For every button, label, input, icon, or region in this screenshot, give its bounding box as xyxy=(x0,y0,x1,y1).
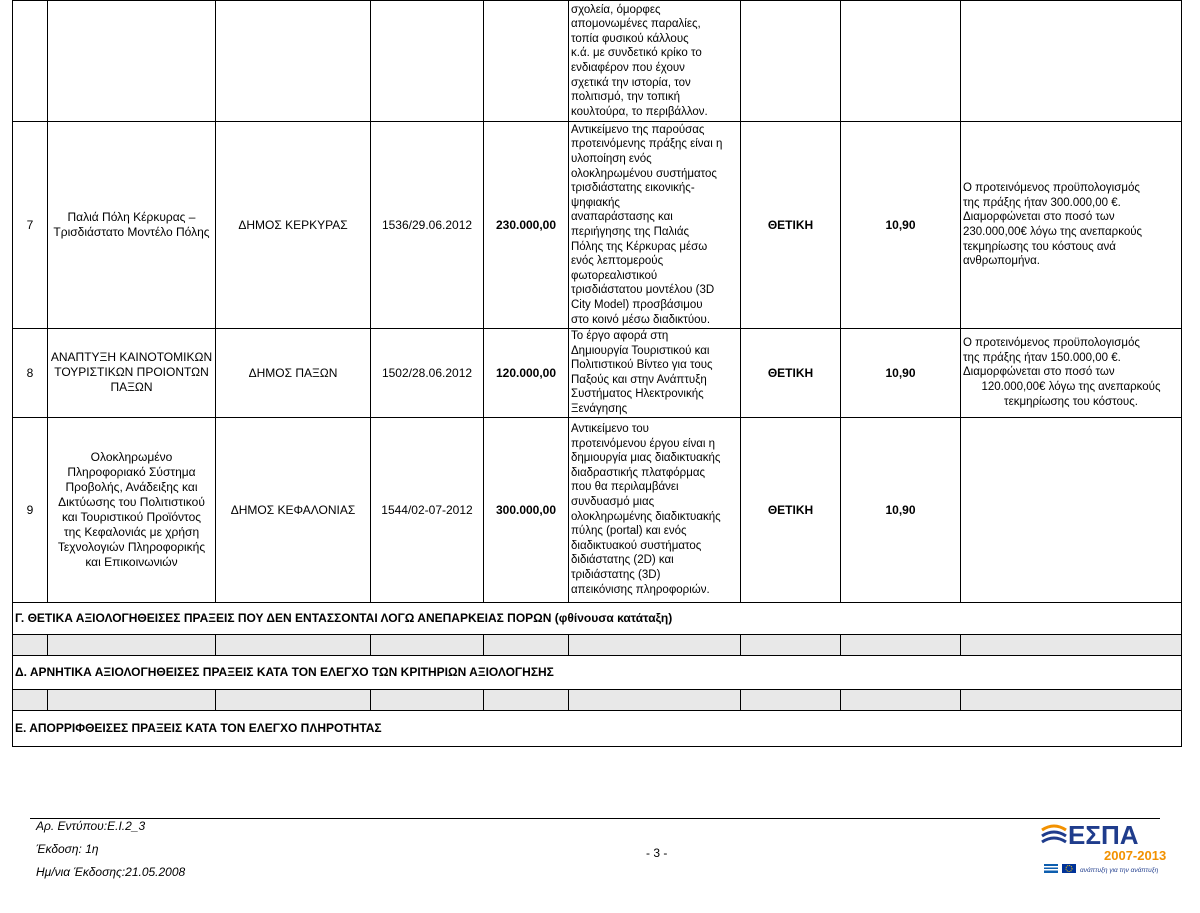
table-row xyxy=(13,329,1182,418)
description-line: απεικόνισης πληροφοριών. xyxy=(571,583,710,596)
project-title xyxy=(48,1,216,122)
evaluation-result: ΘΕΤΙΚΗ xyxy=(741,417,841,602)
project-description xyxy=(569,329,741,418)
budget: 300.000,00 xyxy=(484,417,569,602)
description-line: City Model) προσβάσιμου xyxy=(571,298,703,311)
logo-tagline: ανάπτυξη για την ανάπτυξη xyxy=(1080,867,1159,874)
title-line: Πληροφοριακό Σύστημα xyxy=(67,464,196,479)
note-line: Ο προτεινόμενος προϋπολογισμός xyxy=(963,337,1140,350)
footer-divider xyxy=(30,818,1160,819)
description-line: Πολιτιστικού Βίντεο για τους xyxy=(571,359,713,372)
note-line: της πράξης ήταν 300.000,00 €. xyxy=(963,196,1121,209)
note-line: Διαμορφώνεται στο ποσό των xyxy=(963,366,1115,379)
description-line: κουλτούρα, το περιβάλλον. xyxy=(571,105,708,118)
description-line: Αντικείμενο της παρούσας xyxy=(571,123,705,136)
description-line: Ξενάγησης xyxy=(571,402,628,415)
description-line: διαδραστικής πλατφόρμας xyxy=(571,466,706,479)
budget: 120.000,00 xyxy=(484,329,569,418)
description-line: που θα περιλαμβάνει xyxy=(571,481,679,494)
score xyxy=(841,1,961,122)
notes xyxy=(961,1,1182,122)
project-description xyxy=(569,417,741,602)
title-line: και Τουριστικού Προϊόντος xyxy=(61,509,202,524)
title-line: ΠΑΞΩΝ xyxy=(110,380,153,395)
beneficiary: ΔΗΜΟΣ ΚΕΡΚΥΡΑΣ xyxy=(216,122,371,329)
beneficiary: ΔΗΜΟΣ ΚΕΦΑΛΟΝΙΑΣ xyxy=(216,417,371,602)
title-line: Προβολής, Ανάδειξης και xyxy=(65,479,198,494)
table-row xyxy=(13,1,1182,122)
title-line: ΑΝΑΠΤΥΞΗ ΚΑΙΝΟΤΟΜΙΚΩΝ xyxy=(50,350,213,365)
description-line: ενός λεπτομερούς xyxy=(571,255,664,268)
protocol-number xyxy=(371,1,484,122)
description-line: Παξούς και στην Ανάπτυξη xyxy=(571,373,707,386)
description-line: δημιουργία μιας διαδικτυακής xyxy=(571,452,721,465)
row-number xyxy=(13,1,48,122)
description-line: φωτορεαλιστικού xyxy=(571,269,658,282)
description-line: Αντικείμενο του xyxy=(571,423,649,435)
description-line: ψηφιακής xyxy=(571,196,620,209)
evaluation-result: ΘΕΤΙΚΗ xyxy=(741,122,841,329)
description-line: προτεινόμενης πράξης είναι η xyxy=(571,138,723,151)
logo-years: 2007-2013 xyxy=(1104,848,1167,863)
evaluation-result xyxy=(741,1,841,122)
beneficiary: ΔΗΜΟΣ ΠΑΞΩΝ xyxy=(216,329,371,418)
edition-date: Ημ/νια Έκδοσης:21.05.2008 xyxy=(36,865,186,879)
empty-row-c xyxy=(13,634,1182,655)
note-line: ανθρωπομήνα. xyxy=(963,255,1040,268)
description-line: αναπαράστασης και xyxy=(571,211,673,224)
title-line: Παλιά Πόλη Κέρκυρας – xyxy=(67,210,196,224)
description-line: συνδυασμό μιας xyxy=(571,495,655,508)
greek-flag-icon xyxy=(1044,864,1058,873)
note-line: τεκμηρίωσης του κόστους ανά xyxy=(963,240,1116,253)
section-d-heading: Δ. ΑΡΝΗΤΙΚΑ ΑΞΙΟΛΟΓΗΘΕΙΣΕΣ ΠΡΑΞΕΙΣ ΚΑΤΑ ΤΟΝ ΕΛΕΓΧΟ ΤΩΝ ΚΡΙΤΗΡΙΩΝ ΑΞΙΟΛΟΓΗΣΗΣ xyxy=(13,655,1182,689)
page-number: - 3 - xyxy=(646,846,668,860)
espa-logo xyxy=(1040,818,1180,876)
table-row xyxy=(13,417,1182,602)
notes xyxy=(961,122,1182,329)
score: 10,90 xyxy=(841,122,961,329)
description-line: απομονωμένες παραλίες, xyxy=(571,18,701,31)
description-line: υλοποίηση ενός xyxy=(571,153,652,166)
title-line: Τεχνολογιών Πληροφορικής xyxy=(57,539,206,554)
section-e-heading: Ε. ΑΠΟΡΡΙΦΘΕΙΣΕΣ ΠΡΑΞΕΙΣ ΚΑΤΑ ΤΟΝ ΕΛΕΓΧΟ ΠΛΗΡΟΤΗΤΑΣ xyxy=(13,710,1182,746)
evaluation-result: ΘΕΤΙΚΗ xyxy=(741,329,841,418)
table-row xyxy=(13,122,1182,329)
project-title xyxy=(48,122,216,329)
description-line: διδιάστατης (2D) και xyxy=(571,554,674,567)
project-description xyxy=(569,122,741,329)
title-line: Δικτύωσης του Πολιτιστικού xyxy=(58,494,205,509)
note-line: της πράξης ήταν 150.000,00 €. xyxy=(963,351,1121,364)
row-number: 7 xyxy=(13,122,48,329)
note-line: 120.000,00€ λόγω της ανεπαρκούς xyxy=(981,381,1161,394)
score: 10,90 xyxy=(841,329,961,418)
description-line: Το έργο αφορά στη xyxy=(571,330,669,342)
description-line: ενδιαφέρον που έχουν xyxy=(571,62,685,74)
beneficiary xyxy=(216,1,371,122)
note-line: Ο προτεινόμενος προϋπολογισμός xyxy=(963,182,1140,195)
description-line: τρισδιάστατου μοντέλου (3D xyxy=(571,284,715,297)
description-line: ολοκληρωμένης διαδικτυακής xyxy=(571,510,721,523)
notes xyxy=(961,417,1182,602)
description-line: διαδικτυακού συστήματος xyxy=(571,539,702,552)
note-line: Διαμορφώνεται στο ποσό των xyxy=(963,211,1115,224)
title-line: ΤΟΥΡΙΣΤΙΚΩΝ ΠΡΟΙΟΝΤΩΝ xyxy=(54,365,209,380)
description-line: τριδιάστατης (3D) xyxy=(571,568,661,581)
title-line: της Κεφαλονιάς με χρήση xyxy=(63,524,200,539)
title-line: και Επικοινωνιών xyxy=(85,554,178,569)
evaluation-table xyxy=(12,0,1182,747)
empty-row-d xyxy=(13,689,1182,710)
section-c-heading: Γ. ΘΕΤΙΚΑ ΑΞΙΟΛΟΓΗΘΕΙΣΕΣ ΠΡΑΞΕΙΣ ΠΟΥ ΔΕΝ ΕΝΤΑΣΣΟΝΤΑΙ ΛΟΓΩ ΑΝΕΠΑΡΚΕΙΑΣ ΠΟΡΩΝ (φθίνουσα κατάταξη) xyxy=(13,602,1182,634)
description-line: πολιτισμό, την τοπική xyxy=(571,91,680,104)
score: 10,90 xyxy=(841,417,961,602)
row-number: 9 xyxy=(13,417,48,602)
note-line: 230.000,00€ λόγω της ανεπαρκούς xyxy=(963,226,1143,238)
description-line: Συστήματος Ηλεκτρονικής xyxy=(571,388,704,401)
logo-name: ΕΣΠΑ xyxy=(1068,820,1139,850)
notes xyxy=(961,329,1182,418)
budget: 230.000,00 xyxy=(484,122,569,329)
edition: Έκδοση: 1η xyxy=(36,842,99,856)
protocol-number: 1544/02-07-2012 xyxy=(371,417,484,602)
project-title xyxy=(48,329,216,418)
description-line: πύλης (portal) και ενός xyxy=(571,525,687,538)
description-line: στο κοινό μέσω διαδικτύου. xyxy=(571,313,711,326)
form-number: Αρ. Εντύπου:Ε.Ι.2_3 xyxy=(36,819,146,833)
logo-swoosh-icon xyxy=(1042,826,1066,830)
description-line: Δημιουργία Τουριστικού και xyxy=(571,344,710,357)
project-description xyxy=(569,1,741,122)
description-line: Πόλης της Κέρκυρας μέσω xyxy=(571,240,708,253)
description-line: τρισδιάστατης εικονικής- xyxy=(571,182,695,195)
title-line: Ολοκληρωμένο xyxy=(90,449,173,464)
description-line: σχετικά την ιστορία, τον xyxy=(571,76,691,89)
title-line: Τρισδιάστατο Μοντέλο Πόλης xyxy=(53,225,210,239)
description-line: ολοκληρωμένου συστήματος xyxy=(571,167,717,180)
description-line: κ.ά. με συνδετικό κρίκο το xyxy=(571,47,702,60)
protocol-number: 1536/29.06.2012 xyxy=(371,122,484,329)
budget xyxy=(484,1,569,122)
description-line: σχολεία, όμορφες xyxy=(571,3,661,16)
note-line: τεκμηρίωσης του κόστους. xyxy=(1004,395,1138,408)
description-line: περιήγησης της Παλιάς xyxy=(571,226,690,238)
description-line: τοπία φυσικού κάλλους xyxy=(571,32,689,45)
row-number: 8 xyxy=(13,329,48,418)
description-line: προτεινόμενου έργου είναι η xyxy=(571,437,715,450)
project-title xyxy=(48,417,216,602)
protocol-number: 1502/28.06.2012 xyxy=(371,329,484,418)
